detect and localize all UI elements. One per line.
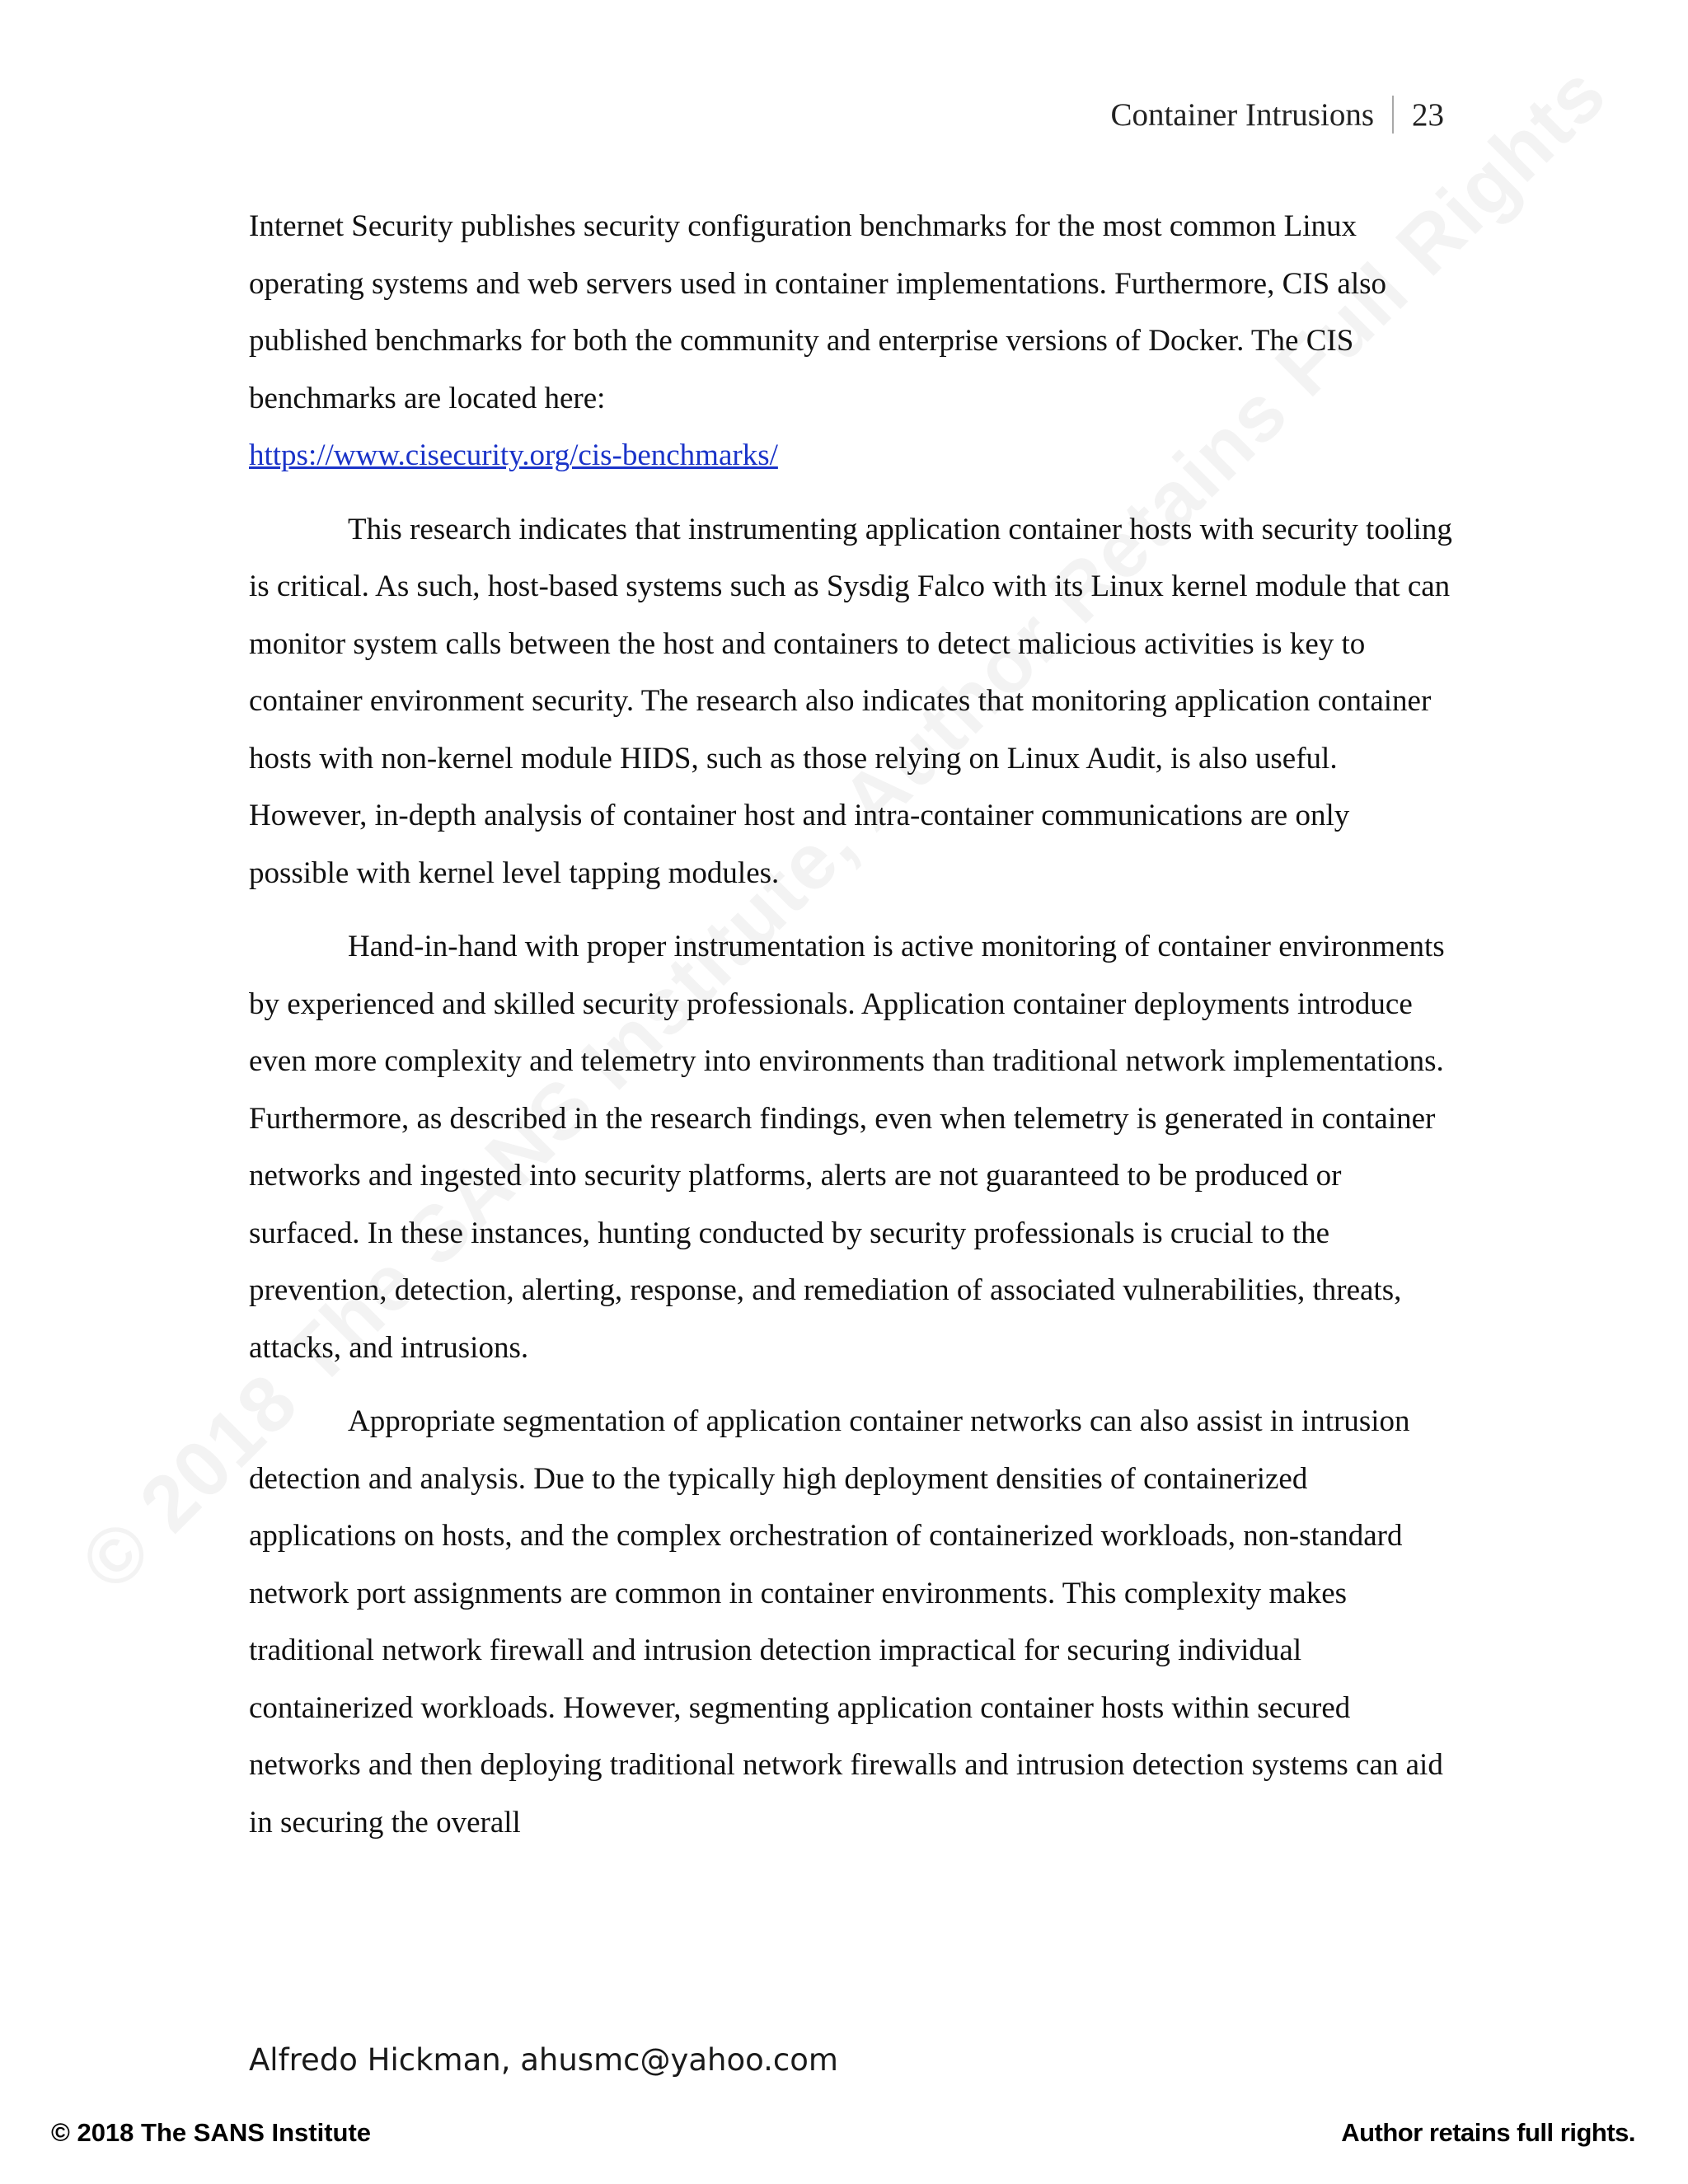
page-body — [249, 198, 1452, 1851]
footer-copyright: © 2018 The SANS Institute — [51, 2118, 372, 2147]
paragraph-2: This research indicates that instrumenting application container hosts with security tooling is critical. As such, host-based systems such as Sysdig Falco with its Linux kernel module that can monitor system calls between the host and containers to detect malicious activities is key to container environment security. The research also indicates that monitoring application container hosts with non-kernel module HIDS, such as those relying on Linux Audit, is also useful. However, in-depth analysis of container host and intra-container communications are only possible with kernel level tapping modules. — [249, 512, 1452, 890]
cis-benchmarks-link[interactable]: https://www.cisecurity.org/cis-benchmarks/ — [249, 438, 778, 472]
header-divider — [1392, 96, 1394, 134]
paragraph-3: Hand-in-hand with proper instrumentation is active monitoring of container environments by experienced and skilled security professionals. Application container deployments introduce even more complexity and telemetry into environments than traditional network implementations. Furthermore, as described in the research findings, even when telemetry is generated in container networks and ingested into security platforms, alerts are not guaranteed to be produced or surfaced. In these instances, hunting conducted by security professionals is crucial to the prevention, detection, alerting, response, and remediation of associated vulnerabilities, threats, attacks, and intrusions. — [249, 930, 1445, 1365]
running-header — [1110, 96, 1444, 134]
header-title: Container Intrusions — [1110, 96, 1374, 133]
paragraph-1 — [249, 198, 1452, 485]
footer-rights: Author retains full rights. — [1341, 2118, 1635, 2147]
paragraph-4: Appropriate segmentation of application container networks can also assist in intrusion detection and analysis. Due to the typically high deployment densities of containerized applications on hosts, and the complex orchestration of containerized workloads, non-standard network port assignments are common in container environments. This complexity makes traditional network firewall and intrusion detection impractical for securing individual containerized workloads. However, segmenting application container hosts within secured networks and then deploying traditional network firewalls and intrusion detection systems can aid in securing the overall — [249, 1404, 1443, 1840]
paragraph-1-text: Internet Security publishes security configuration benchmarks for the most common Linux operating systems and web servers used in container implementations. Furthermore, CIS also published benchmarks for both the community and enterprise versions of Docker. The CIS benchmarks are located here: — [249, 209, 1387, 415]
author-line: Alfredo Hickman, ahusmc@yahoo.com — [249, 2042, 838, 2078]
page-number: 23 — [1412, 96, 1444, 133]
